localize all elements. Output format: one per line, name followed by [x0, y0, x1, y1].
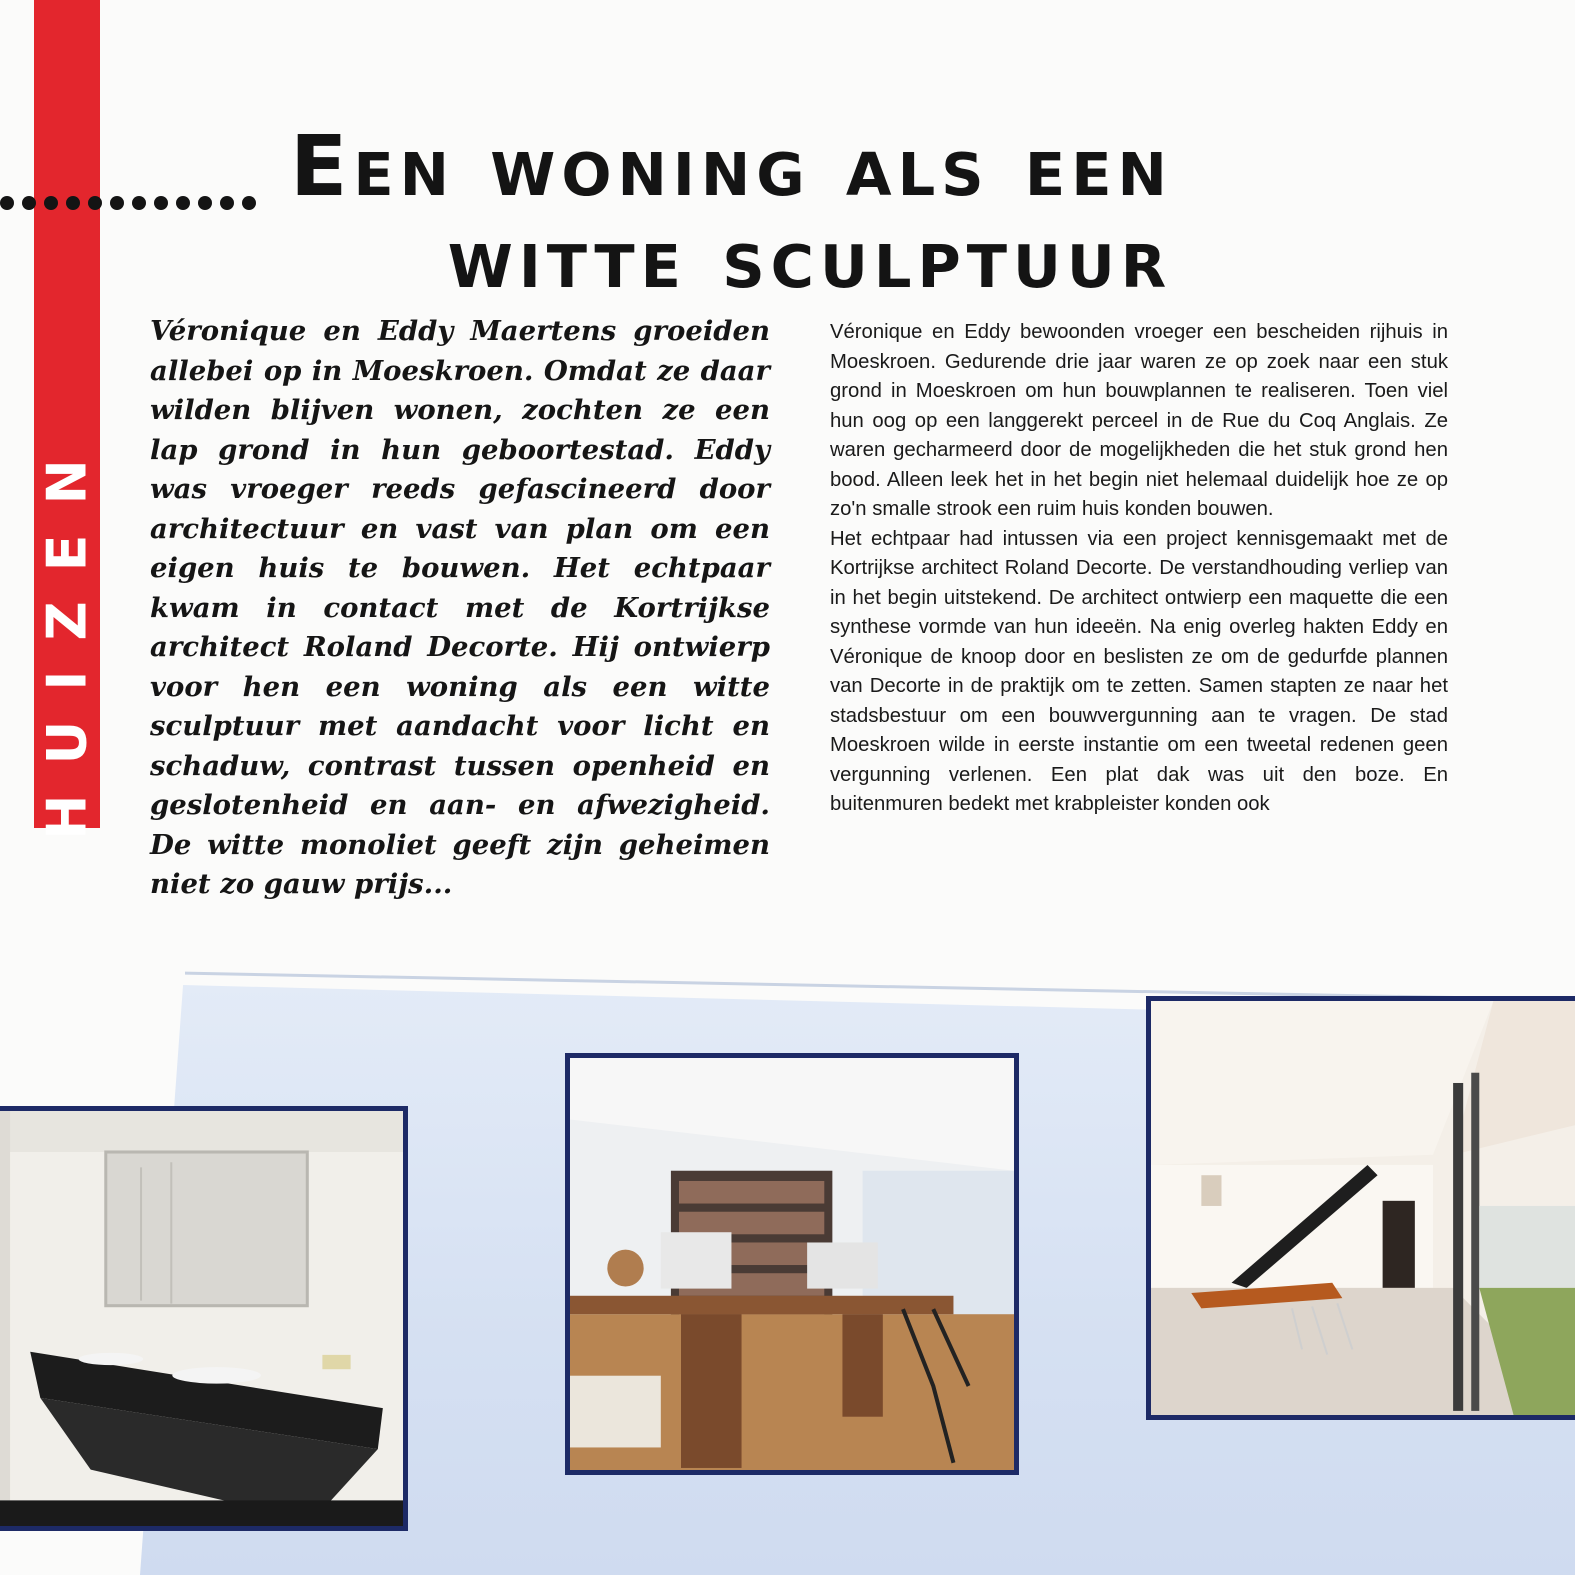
body-paragraph-2: Het echtpaar had intussen via een project kennisgemaakt met de Kortrijkse architect Roland Decorte. De verstandhouding verliep van in het begin uitstekend. De architect ontwierp een maquette die een synthese vormde van hun ideeën. Na enig overleg hakten Eddy en Véronique de knoop door en beslisten ze om de gedurfde plannen van Decorte in de praktijk om te zetten. Samen stapten ze naar het stadsbestuur om een bouwvergunning aan te vragen. De stad Moeskroen wilde in eerste instantie om een tweetal redenen geen vergunning verlenen. Een plat dak was uit den boze. En buitenmuren bedekt met krabpleister konden ook: [830, 527, 1448, 815]
leader-dot: [242, 196, 256, 210]
leader-dot: [154, 196, 168, 210]
photo-study-room: [565, 1053, 1019, 1475]
leader-dot: [0, 196, 14, 210]
article-title: [290, 117, 1330, 307]
photo-living-room: [1146, 996, 1575, 1420]
photo-bathroom: [0, 1106, 408, 1531]
section-label: [34, 428, 100, 840]
body-column: [830, 318, 1448, 820]
section-label-text: HUIZEN: [35, 428, 99, 840]
title-line-2: witte sculptuur: [447, 209, 1173, 307]
leader-dot: [22, 196, 36, 210]
leader-dot: [110, 196, 124, 210]
study-illustration: [570, 1058, 1014, 1470]
bathroom-illustration: [0, 1111, 403, 1526]
living-room-illustration: [1151, 1001, 1575, 1415]
leader-dot: [132, 196, 146, 210]
intro-paragraph: Véronique en Eddy Maertens groeiden allebei op in Moeskroen. Omdat ze daar wilden blijven wonen, zochten ze een lap grond in hun geboortestad. Eddy was vroeger reeds gefascineerd door architectuur en vast van plan om een eigen huis te bouwen. Het echtpaar kwam in contact met de Kortrijkse architect Roland Decorte. Hij ontwierp voor hen een woning als een witte sculptuur met aandacht voor licht en schaduw, contrast tussen openheid en geslotenheid en aan- en afwezigheid. De witte monoliet geeft zijn geheimen niet zo gauw prijs...: [150, 315, 770, 900]
body-paragraph-1: Véronique en Eddy bewoonden vroeger een bescheiden rijhuis in Moeskroen. Gedurende drie jaar waren ze op zoek naar een stuk grond in Moeskroen om hun bouwplannen te realiseren. Toen viel hun oog op een langgerekt perceel in de Rue du Coq Anglais. Ze waren gecharmeerd door de mogelijkheden die het stuk grond hen bood. Alleen leek het in het begin niet helemaal duidelijk hoe ze op zo'n smalle strook een ruim huis konden bouwen.: [830, 321, 1448, 520]
leader-dot: [176, 196, 190, 210]
title-line-1: Een woning als een: [290, 117, 1173, 215]
leader-dot: [44, 196, 58, 210]
leader-dot: [220, 196, 234, 210]
dotted-leader: [0, 150, 290, 210]
leader-dot: [198, 196, 212, 210]
leader-dot: [66, 196, 80, 210]
leader-dot: [88, 196, 102, 210]
